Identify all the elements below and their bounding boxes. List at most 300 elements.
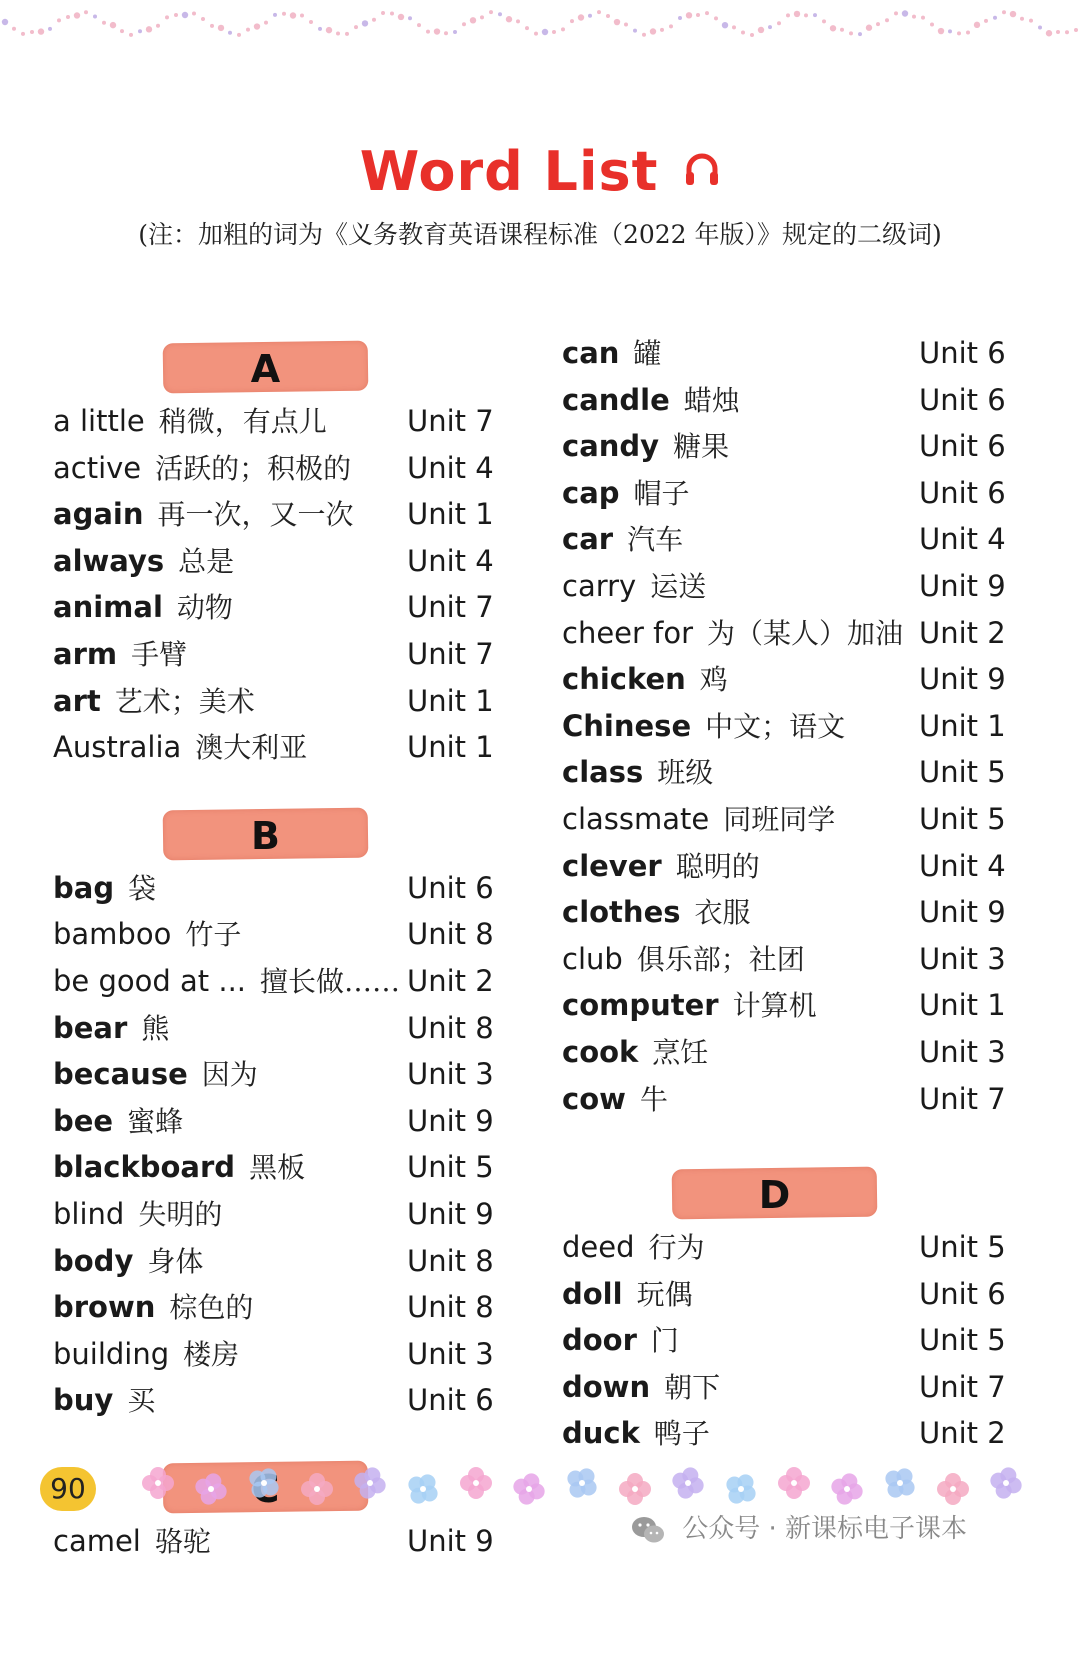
entry-meaning: 鸡 — [699, 663, 728, 697]
section-spacer — [53, 1424, 493, 1450]
word-entry — [562, 377, 1006, 424]
word-entry — [562, 516, 1006, 563]
border-dot — [858, 32, 862, 36]
border-dot — [921, 16, 925, 20]
border-dot — [822, 19, 826, 23]
word-entry — [562, 1224, 1006, 1271]
section-header-d — [562, 1164, 1002, 1222]
border-dot — [434, 28, 440, 34]
entry-word: doll — [562, 1276, 623, 1311]
border-dot — [218, 25, 224, 31]
entry-word: art — [53, 683, 101, 718]
entry-meaning: 蜜蜂 — [127, 1104, 184, 1138]
border-dot — [102, 21, 106, 25]
flower-icon — [778, 1467, 810, 1499]
border-dot — [885, 18, 889, 22]
entry-unit: Unit 2 — [919, 615, 1006, 650]
border-dot — [813, 13, 817, 17]
entry-meaning: 蜡烛 — [683, 383, 740, 417]
entry-word: classmate — [562, 801, 710, 836]
section-letter: D — [758, 1173, 791, 1218]
flower-icon — [513, 1473, 544, 1504]
flower-icon — [726, 1474, 755, 1503]
entry-word: a little — [53, 404, 145, 438]
border-dot — [237, 33, 241, 37]
border-dot — [264, 21, 268, 25]
border-dot — [714, 16, 718, 20]
entry-unit: Unit 2 — [919, 1416, 1006, 1451]
section-header-b — [53, 805, 493, 863]
entry-meaning: 汽车 — [627, 523, 684, 557]
border-dot — [588, 14, 592, 18]
entry-unit: Unit 6 — [407, 1383, 494, 1418]
entry-unit: Unit 7 — [407, 636, 494, 671]
entry-meaning: 为（某人）加油 — [707, 616, 904, 650]
entry-meaning: 总是 — [178, 544, 235, 578]
border-dot — [957, 31, 961, 35]
entry-meaning: 手臂 — [131, 637, 188, 671]
entry-meaning: 骆驼 — [154, 1524, 211, 1558]
entry-meaning: 擅长做…… — [260, 964, 401, 998]
entry-meaning: 失明的 — [138, 1197, 223, 1231]
entry-unit: Unit 1 — [407, 730, 494, 765]
entry-word: computer — [562, 988, 719, 1023]
flower-icon — [937, 1473, 969, 1505]
word-entry — [53, 958, 493, 1005]
border-dot — [254, 23, 260, 29]
border-dot — [696, 13, 700, 17]
entry-unit: Unit 1 — [919, 988, 1006, 1023]
border-dot — [1074, 28, 1078, 32]
word-entry — [53, 1144, 493, 1191]
entry-meaning: 棕色的 — [169, 1291, 254, 1325]
border-dot — [336, 31, 340, 35]
border-dot — [866, 25, 872, 31]
border-dot — [390, 12, 394, 16]
entry-unit: Unit 6 — [919, 1276, 1006, 1311]
entry-meaning: 门 — [650, 1324, 679, 1358]
entry-unit: Unit 8 — [407, 1290, 494, 1325]
border-dot — [606, 14, 610, 18]
border-dot — [138, 29, 142, 33]
border-dot — [93, 14, 97, 18]
border-dot — [12, 27, 16, 31]
flower-icon — [567, 1468, 596, 1497]
entry-word: blackboard — [53, 1150, 236, 1185]
entry-unit: Unit 8 — [407, 917, 494, 952]
word-entry — [53, 1098, 493, 1145]
border-dot — [633, 29, 637, 33]
entry-unit: Unit 1 — [407, 497, 494, 532]
border-dot — [426, 30, 430, 34]
border-dot — [309, 20, 313, 24]
border-dot — [74, 12, 80, 18]
border-dot — [993, 16, 997, 20]
watermark-text: 公众号 · 新课标电子课本 — [682, 1514, 968, 1544]
entry-word: again — [53, 497, 144, 532]
border-dot — [525, 26, 529, 30]
entry-meaning: 活跃的；积极的 — [155, 451, 352, 485]
entry-word: clever — [562, 848, 662, 883]
flower-icon — [831, 1473, 862, 1504]
border-dot — [372, 18, 376, 22]
border-dot — [210, 24, 214, 28]
word-entry — [562, 656, 1006, 703]
entry-word: bag — [53, 870, 115, 905]
entry-meaning: 罐 — [633, 337, 662, 370]
entry-word: buy — [53, 1383, 114, 1418]
entry-unit: Unit 6 — [919, 429, 1006, 464]
border-dot — [984, 19, 988, 23]
word-entry — [562, 749, 1006, 796]
word-entry — [562, 1076, 1006, 1123]
border-dot — [398, 14, 404, 20]
entry-word: bee — [53, 1103, 114, 1138]
border-dot — [506, 16, 512, 22]
entry-word: chicken — [562, 662, 686, 697]
entry-word: active — [53, 450, 142, 485]
entry-unit: Unit 9 — [919, 662, 1006, 697]
border-dot — [273, 13, 277, 17]
border-dot — [201, 17, 205, 21]
entry-unit: Unit 6 — [919, 382, 1006, 417]
entry-unit: Unit 4 — [407, 450, 494, 485]
border-dot — [1038, 26, 1042, 30]
word-entry — [562, 1271, 1006, 1318]
border-dot — [570, 19, 574, 23]
entry-word: duck — [562, 1416, 640, 1451]
border-dot — [408, 16, 412, 20]
section-letter: B — [251, 813, 280, 858]
entry-unit: Unit 4 — [919, 848, 1006, 883]
word-entry — [562, 982, 1006, 1029]
border-dot — [326, 27, 332, 33]
flower-icon — [142, 1467, 174, 1499]
border-dot — [758, 27, 764, 33]
border-dot — [1010, 11, 1016, 17]
flower-icon — [249, 1468, 278, 1497]
title-text: Word List — [359, 140, 659, 203]
border-dot — [642, 33, 646, 37]
word-entry — [562, 610, 1006, 657]
entry-unit: Unit 3 — [407, 1057, 494, 1092]
section-header-a — [53, 338, 493, 396]
entry-meaning: 行为 — [648, 1231, 705, 1265]
flower-icon — [195, 1473, 226, 1504]
word-entry — [53, 678, 493, 725]
top-dotted-border — [0, 0, 1080, 60]
word-entry — [562, 470, 1006, 517]
border-dot — [290, 12, 296, 18]
word-entry — [562, 1029, 1006, 1076]
word-list-left-column — [53, 330, 493, 1564]
border-dot — [902, 10, 908, 16]
border-dot — [552, 30, 556, 34]
border-dot — [974, 22, 980, 28]
entry-word: because — [53, 1057, 188, 1092]
entry-meaning: 因为 — [201, 1058, 258, 1092]
word-entry — [562, 1317, 1006, 1364]
entry-meaning: 衣服 — [694, 896, 751, 930]
border-dot — [362, 20, 368, 26]
headphone-icon[interactable] — [684, 149, 720, 189]
entry-word: cook — [562, 1034, 639, 1069]
entry-meaning: 再一次，又一次 — [157, 498, 354, 532]
entry-meaning: 烹饪 — [652, 1035, 709, 1069]
entry-unit: Unit 6 — [407, 870, 494, 905]
word-entry — [562, 796, 1006, 843]
entry-unit: Unit 5 — [407, 1150, 494, 1185]
border-dot — [165, 15, 169, 19]
border-dot — [1029, 19, 1033, 23]
entry-unit: Unit 1 — [407, 683, 494, 718]
word-entry — [562, 423, 1006, 470]
border-dot — [444, 31, 448, 35]
border-dot — [930, 23, 934, 27]
watermark — [630, 1508, 967, 1545]
word-entry — [53, 491, 493, 538]
entry-unit: Unit 5 — [919, 1230, 1006, 1265]
entry-word: Chinese — [562, 708, 692, 743]
flower-icon — [990, 1467, 1021, 1498]
border-dot — [1056, 30, 1060, 34]
entry-unit: Unit 6 — [919, 475, 1006, 510]
entry-unit: Unit 7 — [407, 404, 494, 438]
word-entry — [562, 1410, 1006, 1457]
entry-word: club — [562, 941, 623, 976]
border-dot — [804, 13, 808, 17]
entry-unit: Unit 2 — [407, 963, 494, 998]
entry-meaning: 袋 — [128, 871, 157, 905]
border-dot — [489, 10, 493, 14]
entry-unit: Unit 3 — [919, 1034, 1006, 1069]
entry-unit: Unit 9 — [407, 1523, 494, 1558]
entry-word: body — [53, 1243, 134, 1278]
flower-icon — [672, 1467, 703, 1498]
entry-unit: Unit 3 — [407, 1336, 494, 1371]
entry-meaning: 俱乐部；社团 — [636, 942, 805, 976]
word-entry — [53, 445, 493, 492]
border-dot — [732, 25, 736, 29]
border-dot — [660, 28, 664, 32]
entry-unit: Unit 3 — [919, 941, 1006, 976]
word-entry — [53, 1051, 493, 1098]
border-dot — [66, 15, 70, 19]
entry-word: car — [562, 522, 614, 557]
entry-word: animal — [53, 590, 163, 625]
word-entry — [53, 911, 493, 958]
entry-word: bamboo — [53, 917, 172, 952]
entry-meaning: 澳大利亚 — [195, 731, 308, 765]
entry-unit: Unit 9 — [407, 1196, 494, 1231]
border-dot — [1065, 30, 1069, 34]
word-entry — [53, 1377, 493, 1424]
flower-icon — [460, 1467, 492, 1499]
entry-meaning: 竹子 — [185, 918, 242, 952]
entry-unit: Unit 9 — [919, 895, 1006, 930]
border-dot — [777, 21, 781, 25]
entry-unit: Unit 9 — [407, 1103, 494, 1138]
word-entry — [562, 1364, 1006, 1411]
entry-meaning: 朝下 — [664, 1370, 721, 1404]
word-entry — [562, 563, 1006, 610]
border-dot — [462, 22, 466, 26]
word-list-right-column — [562, 330, 1006, 1457]
word-entry — [562, 936, 1006, 983]
entry-meaning: 熊 — [141, 1011, 170, 1045]
section-spacer — [53, 771, 493, 797]
border-dot — [417, 23, 421, 27]
entry-unit: Unit 8 — [407, 1010, 494, 1045]
border-dot — [794, 11, 800, 17]
entry-word: brown — [53, 1290, 156, 1325]
border-dot — [453, 30, 457, 34]
entry-unit: Unit 7 — [407, 590, 494, 625]
entry-word: Australia — [53, 730, 182, 765]
border-dot — [686, 12, 692, 18]
note-text: (注：加粗的词为《义务教育英语课程标准（2022 年版）》规定的二级词) — [138, 220, 942, 249]
entry-unit: Unit 7 — [919, 1369, 1006, 1404]
border-dot — [678, 16, 682, 20]
border-dot — [840, 28, 844, 32]
border-dot — [192, 11, 196, 15]
border-dot — [498, 12, 502, 16]
border-dot — [354, 25, 358, 29]
entry-meaning: 中文；语文 — [705, 709, 846, 743]
word-entry — [53, 1284, 493, 1331]
border-dot — [1002, 10, 1006, 14]
entry-word: candy — [562, 429, 660, 464]
border-dot — [174, 13, 178, 17]
border-dot — [516, 19, 520, 23]
border-dot — [21, 32, 25, 36]
border-dot — [30, 30, 34, 34]
entry-unit: Unit 5 — [919, 801, 1006, 836]
border-dot — [597, 10, 601, 14]
entry-meaning: 稍微，有点儿 — [158, 405, 327, 438]
border-dot — [768, 25, 772, 29]
word-entry — [53, 398, 493, 445]
border-dot — [146, 26, 152, 32]
entry-unit: Unit 4 — [919, 522, 1006, 557]
entry-word: deed — [562, 1230, 635, 1265]
entry-unit: Unit 5 — [919, 755, 1006, 790]
section-spacer — [562, 1122, 1002, 1156]
border-dot — [57, 18, 61, 22]
entry-word: cow — [562, 1081, 626, 1116]
border-dot — [246, 28, 250, 32]
entry-word: blind — [53, 1196, 125, 1231]
word-entry — [53, 1005, 493, 1052]
border-dot — [750, 33, 754, 37]
border-dot — [110, 22, 116, 28]
border-dot — [156, 24, 160, 28]
wechat-icon — [630, 1515, 666, 1545]
border-dot — [1020, 17, 1024, 21]
border-dot — [830, 25, 836, 31]
border-dot — [318, 27, 322, 31]
entry-word: cheer for — [562, 615, 694, 650]
border-dot — [578, 14, 584, 20]
entry-meaning: 糖果 — [673, 430, 730, 464]
border-dot — [912, 15, 916, 19]
page-number: 90 — [40, 1467, 96, 1511]
border-dot — [480, 15, 484, 19]
word-entry — [53, 1238, 493, 1285]
entry-meaning: 同班同学 — [723, 802, 836, 836]
entry-meaning: 牛 — [639, 1082, 668, 1116]
entry-word: class — [562, 755, 644, 790]
entry-unit: Unit 7 — [919, 1081, 1006, 1116]
border-dot — [300, 14, 304, 18]
border-dot — [741, 30, 745, 34]
border-dot — [624, 22, 628, 26]
flower-icon — [619, 1473, 651, 1505]
word-entry — [562, 843, 1006, 890]
entry-meaning: 艺术；美术 — [114, 684, 255, 718]
border-dot — [381, 11, 385, 15]
border-dot — [614, 19, 620, 25]
border-dot — [38, 28, 44, 34]
entry-word: be good at ... — [53, 963, 247, 998]
entry-word: clothes — [562, 895, 681, 930]
entry-word: always — [53, 543, 165, 578]
entry-meaning: 买 — [127, 1384, 156, 1418]
entry-word: building — [53, 1336, 170, 1371]
entry-meaning: 楼房 — [183, 1337, 240, 1371]
border-dot — [48, 27, 52, 31]
word-entry — [53, 1191, 493, 1238]
word-entry — [53, 724, 493, 771]
border-dot — [948, 29, 952, 33]
entry-meaning: 计算机 — [732, 989, 817, 1023]
page-title — [0, 140, 1080, 203]
entry-word: candle — [562, 382, 670, 417]
border-dot — [1046, 30, 1052, 36]
word-entry — [562, 889, 1006, 936]
border-dot — [542, 29, 548, 35]
border-dot — [129, 33, 133, 37]
entry-word: down — [562, 1369, 651, 1404]
entry-meaning: 鸭子 — [653, 1417, 710, 1451]
border-dot — [534, 32, 538, 36]
entry-meaning: 身体 — [147, 1244, 204, 1278]
entry-word: bear — [53, 1010, 128, 1045]
word-entry — [562, 703, 1006, 750]
border-dot — [228, 31, 232, 35]
border-dot — [561, 27, 565, 31]
border-dot — [84, 10, 88, 14]
border-dot — [705, 11, 709, 15]
entry-meaning: 动物 — [176, 591, 233, 625]
flower-icon — [301, 1473, 333, 1505]
word-entry — [53, 584, 493, 631]
entry-word: camel — [53, 1523, 141, 1558]
border-dot — [938, 28, 944, 34]
word-entry — [53, 1331, 493, 1378]
entry-meaning: 黑板 — [249, 1151, 306, 1185]
entry-meaning: 玩偶 — [636, 1277, 693, 1311]
word-entry — [53, 538, 493, 585]
entry-meaning: 聪明的 — [675, 849, 760, 883]
border-dot — [182, 12, 188, 18]
border-dot — [2, 19, 8, 25]
border-dot — [345, 32, 349, 36]
word-entry — [53, 865, 493, 912]
border-dot — [849, 31, 853, 35]
entry-unit: Unit 9 — [919, 568, 1006, 603]
border-dot — [470, 17, 476, 23]
